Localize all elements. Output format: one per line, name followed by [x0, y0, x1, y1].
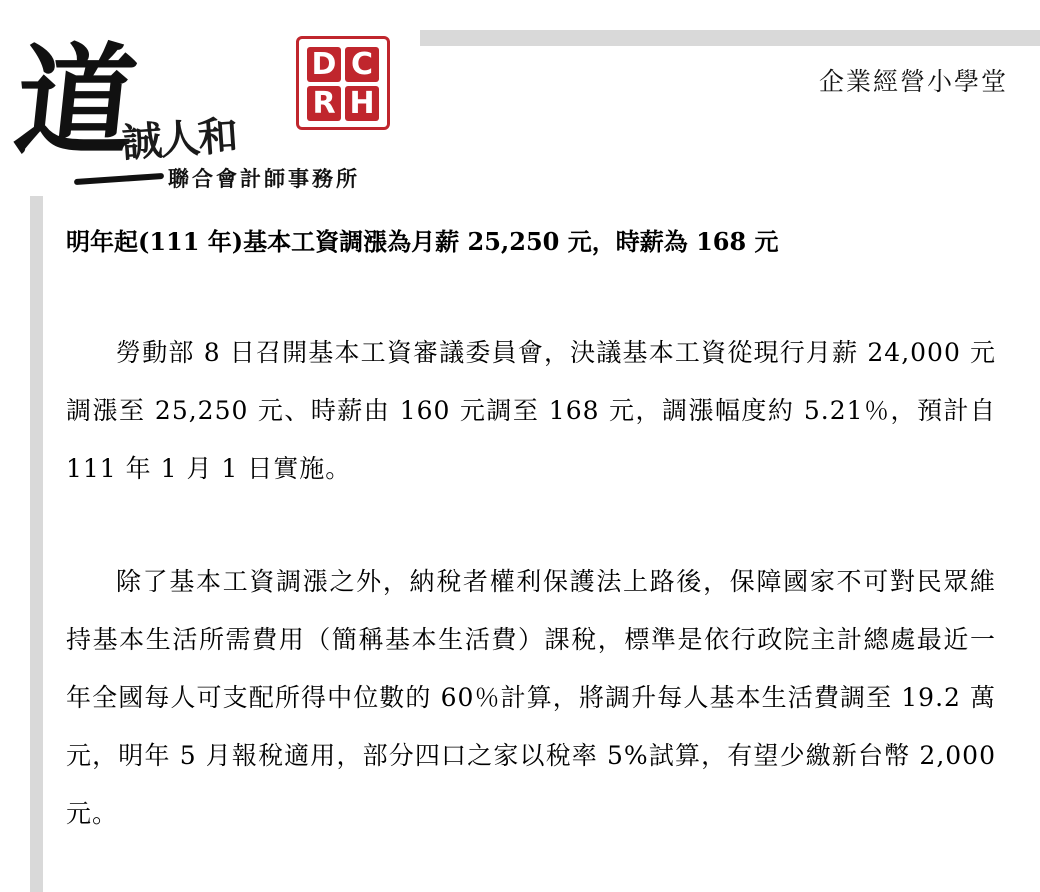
logo-calligraphy-text: 誠人和: [120, 112, 238, 167]
header-rule: [420, 30, 1040, 46]
seal-letter: C: [345, 47, 379, 82]
article-headline: 明年起(111 年)基本工資調漲為月薪 25,250 元，時薪為 168 元: [66, 227, 779, 256]
article-paragraph: 勞動部 8 日召開基本工資審議委員會，決議基本工資從現行月薪 24,000 元調漲至 25,250 元、時薪由 160 元調至 168 元，調漲幅度約 5.21％，預計自 111 年 1 月 1 日實施。: [66, 338, 996, 483]
logo-seal: [296, 36, 390, 130]
seal-letter: R: [307, 86, 341, 121]
firm-logo: [8, 26, 404, 191]
seal-letter: D: [307, 47, 341, 82]
section-title: 企業經營小學堂: [818, 67, 1008, 96]
left-margin-rule: [30, 196, 43, 892]
firm-name: 聯合會計師事務所: [168, 167, 360, 191]
article-paragraph: 除了基本工資調漲之外，納稅者權利保護法上路後，保障國家不可對民眾維持基本生活所需費用（簡稱基本生活費）課稅，標準是依行政院主計總處最近一年全國每人可支配所得中位數的 60％計算，將調升每人基本生活費調至 19.2 萬元，明年 5 月報稅適用，部分四口之家以稅率 5%試算，有望少繳新台幣 2,000 元。: [66, 567, 996, 828]
seal-letter: H: [345, 86, 379, 121]
logo-calligraphy-mark: 道: [8, 31, 144, 172]
logo-brush-stroke: [74, 173, 164, 185]
